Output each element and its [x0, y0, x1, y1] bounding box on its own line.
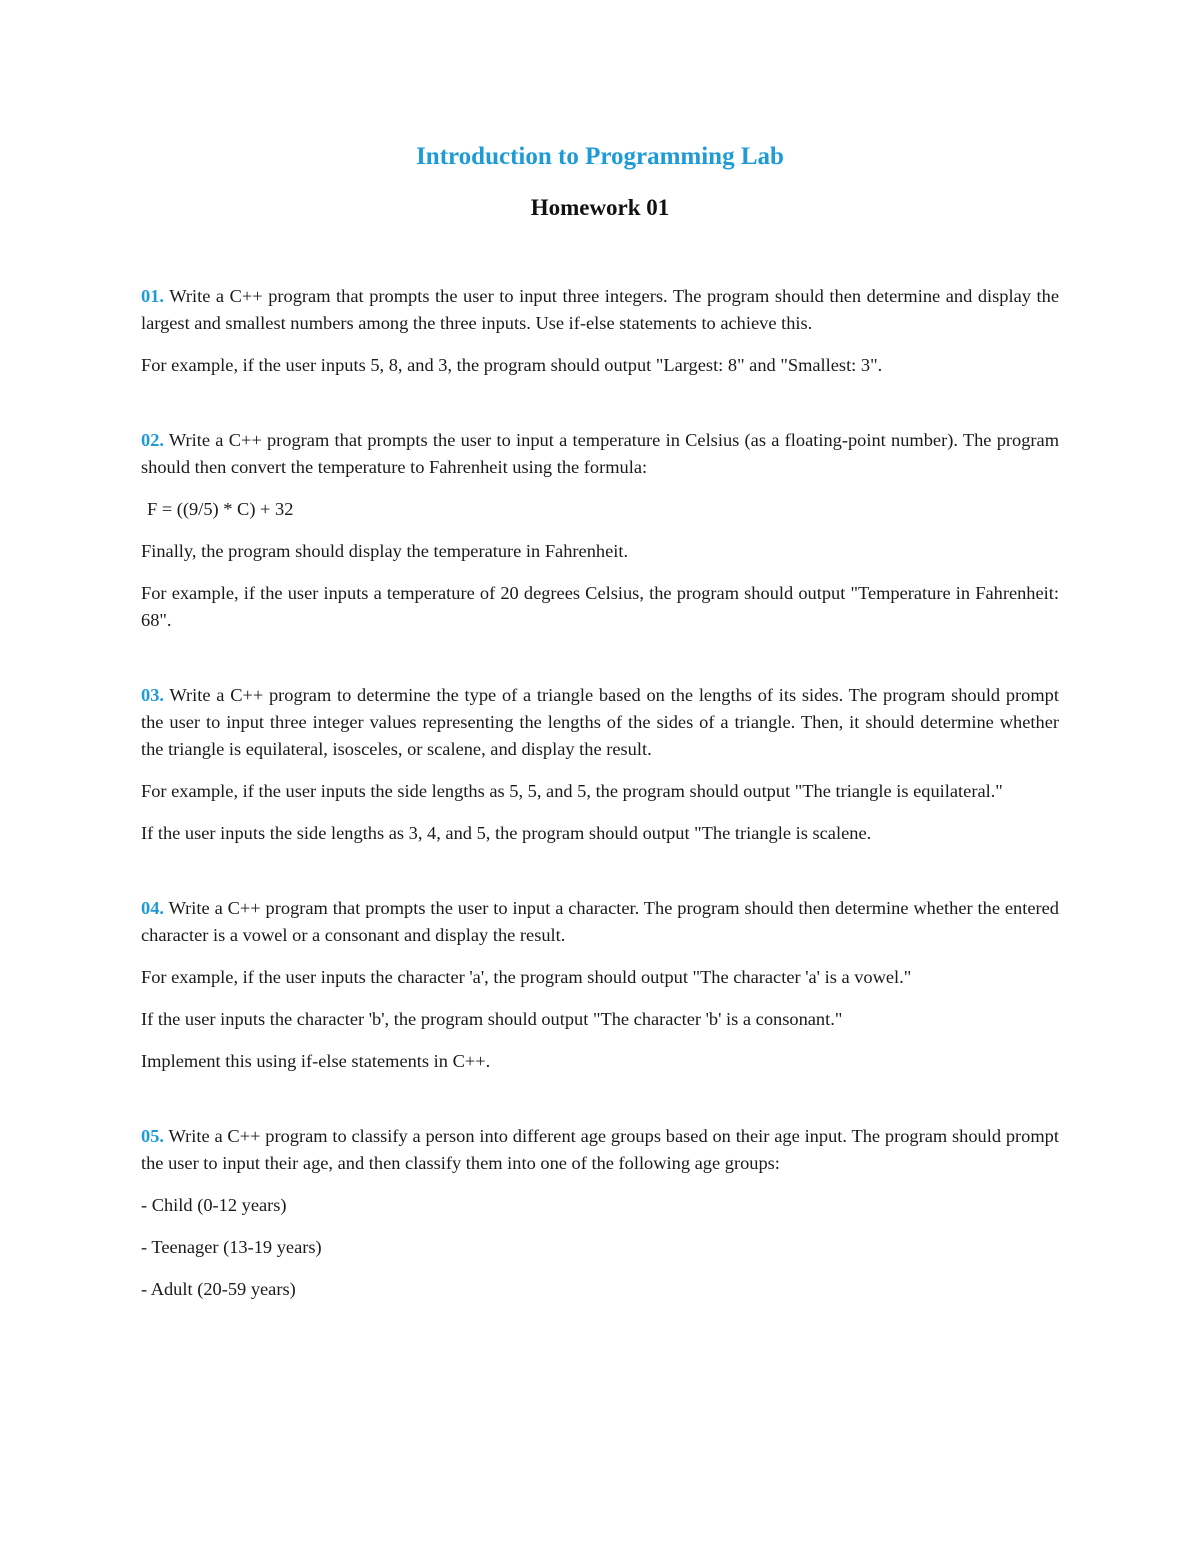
example-paragraph: For example, if the user inputs the side lengths as 5, 5, and 5, the program should output "The triangle is equilateral."	[141, 781, 1003, 801]
question-number: 05.	[141, 1126, 164, 1146]
example-paragraph: For example, if the user inputs the character 'a', the program should output "The character 'a' is a vowel."	[141, 967, 912, 987]
question-statement	[141, 682, 1059, 763]
age-group-item: - Teenager (13-19 years)	[141, 1237, 322, 1257]
question-statement	[141, 427, 1059, 481]
example-paragraph: For example, if the user inputs 5, 8, and 3, the program should output "Largest: 8" and "Smallest: 3".	[141, 355, 883, 375]
questions-list	[141, 283, 1059, 1318]
question-statement	[141, 1123, 1059, 1177]
formula: F = ((9/5) * C) + 32	[147, 499, 294, 519]
question-text: Write a C++ program that prompts the user to input three integers. The program should then determine and display the largest and smallest numbers among the three inputs. Use if-else statements to achieve this.	[141, 286, 1059, 333]
question-number: 04.	[141, 898, 164, 918]
question-paragraph: Finally, the program should display the temperature in Fahrenheit.	[141, 541, 629, 561]
question-04	[141, 895, 1059, 1075]
question-text: Write a C++ program that prompts the user to input a temperature in Celsius (as a floating-point number). The program should then convert the temperature to Fahrenheit using the formula:	[141, 430, 1059, 477]
question-statement	[141, 895, 1059, 949]
question-05	[141, 1123, 1059, 1303]
question-01	[141, 283, 1059, 379]
question-03	[141, 682, 1059, 847]
age-group-item: - Child (0-12 years)	[141, 1195, 287, 1215]
example-paragraph: If the user inputs the side lengths as 3, 4, and 5, the program should output "The triangle is scalene.	[141, 823, 872, 843]
example-paragraph: If the user inputs the character 'b', the program should output "The character 'b' is a consonant."	[141, 1009, 843, 1029]
question-statement	[141, 283, 1059, 337]
document-title: Introduction to Programming Lab	[416, 143, 784, 170]
age-group-item: - Adult (20-59 years)	[141, 1279, 296, 1299]
question-text: Write a C++ program that prompts the user to input a character. The program should then determine whether the entered character is a vowel or a consonant and display the result.	[141, 898, 1059, 945]
question-number: 03.	[141, 685, 164, 705]
question-text: Write a C++ program to classify a person into different age groups based on their age input. The program should prompt the user to input their age, and then classify them into one of the following age groups:	[141, 1126, 1059, 1173]
document-subtitle: Homework 01	[530, 195, 670, 220]
question-number: 02.	[141, 430, 164, 450]
question-paragraph: Implement this using if-else statements in C++.	[141, 1051, 491, 1071]
example-paragraph: For example, if the user inputs a temperature of 20 degrees Celsius, the program should output "Temperature in Fahrenheit: 68".	[141, 583, 1059, 630]
question-02	[141, 427, 1059, 634]
question-number: 01.	[141, 286, 164, 306]
question-text: Write a C++ program to determine the type of a triangle based on the lengths of its sides. The program should prompt the user to input three integer values representing the lengths of the sides of a triangle. Then, it should determine whether the triangle is equilateral, isosceles, or scalene, and display the result.	[141, 685, 1059, 759]
